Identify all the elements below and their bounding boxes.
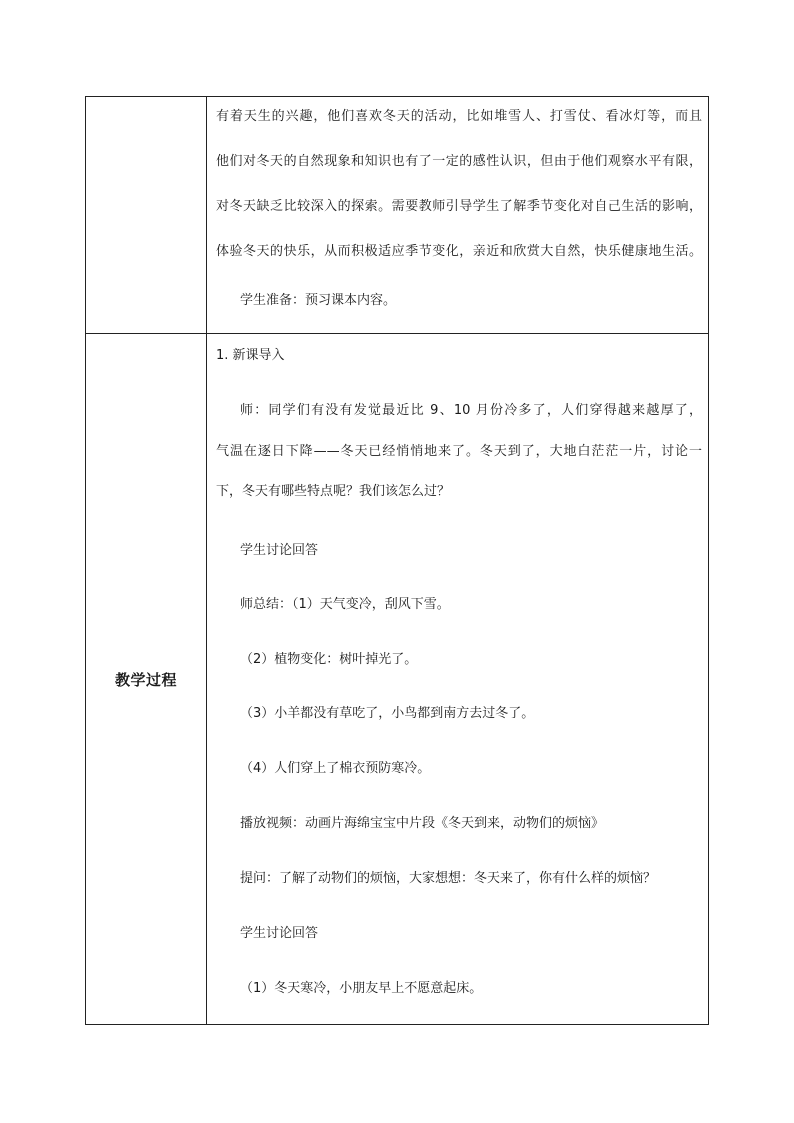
summary-point-2: （2）植物变化：树叶掉光了。 — [240, 652, 418, 667]
answer-1-text: （1）冬天寒冷，小朋友早上不愿意起床。 — [240, 981, 483, 996]
analysis-line-3: 对冬天缺乏比较深入的探索。需要教师引导学生了解季节变化对自己生活的影响， — [216, 199, 702, 214]
summary-point-4: （4）人们穿上了棉衣预防寒冷。 — [240, 761, 431, 776]
question-text: 提问：了解了动物们的烦恼，大家想想：冬天来了，你有什么样的烦恼？ — [240, 871, 657, 886]
section-heading: 1. 新课导入 — [216, 348, 285, 363]
row-label-cell-empty — [86, 97, 207, 334]
analysis-line-2: 他们对冬天的自然现象和知识也有了一定的感性认识，但由于他们观察水平有限， — [216, 154, 702, 169]
teaching-process-cell — [207, 334, 709, 1025]
summary-point-3: （3）小羊都没有草吃了，小鸟都到南方去过冬了。 — [240, 706, 535, 721]
teacher-summary: 师总结：（1）天气变冷，刮风下雪。 — [240, 597, 450, 612]
lesson-plan-table — [85, 96, 709, 1025]
video-playback-text: 播放视频：动画片海绵宝宝中片段《冬天到来，动物们的烦恼》 — [240, 816, 605, 831]
teacher-intro-line-3: 下，冬天有哪些特点呢？我们该怎么过？ — [216, 484, 451, 499]
student-prep-text: 学生准备：预习课本内容。 — [240, 293, 397, 308]
student-analysis-cell — [207, 97, 709, 334]
analysis-line-1: 有着天生的兴趣，他们喜欢冬天的活动，比如堆雪人、打雪仗、看冰灯等，而且 — [216, 109, 702, 124]
student-discussion-2: 学生讨论回答 — [240, 926, 319, 941]
table-row-teaching-process — [86, 334, 709, 1025]
teacher-intro-line-1: 师：同学们有没有发觉最近比 9、10 月份冷多了，人们穿得越来越厚了， — [240, 403, 702, 418]
analysis-line-4: 体验冬天的快乐，从而积极适应季节变化，亲近和欣赏大自然，快乐健康地生活。 — [216, 244, 702, 259]
table-row-student-analysis — [86, 97, 709, 334]
student-discussion-1: 学生讨论回答 — [240, 543, 319, 558]
teacher-intro-line-2: 气温在逐日下降——冬天已经悄悄地来了。冬天到了，大地白茫茫一片，讨论一 — [216, 444, 702, 459]
teaching-process-label: 教学过程 — [114, 670, 177, 689]
row-label-cell-process — [86, 334, 207, 1025]
